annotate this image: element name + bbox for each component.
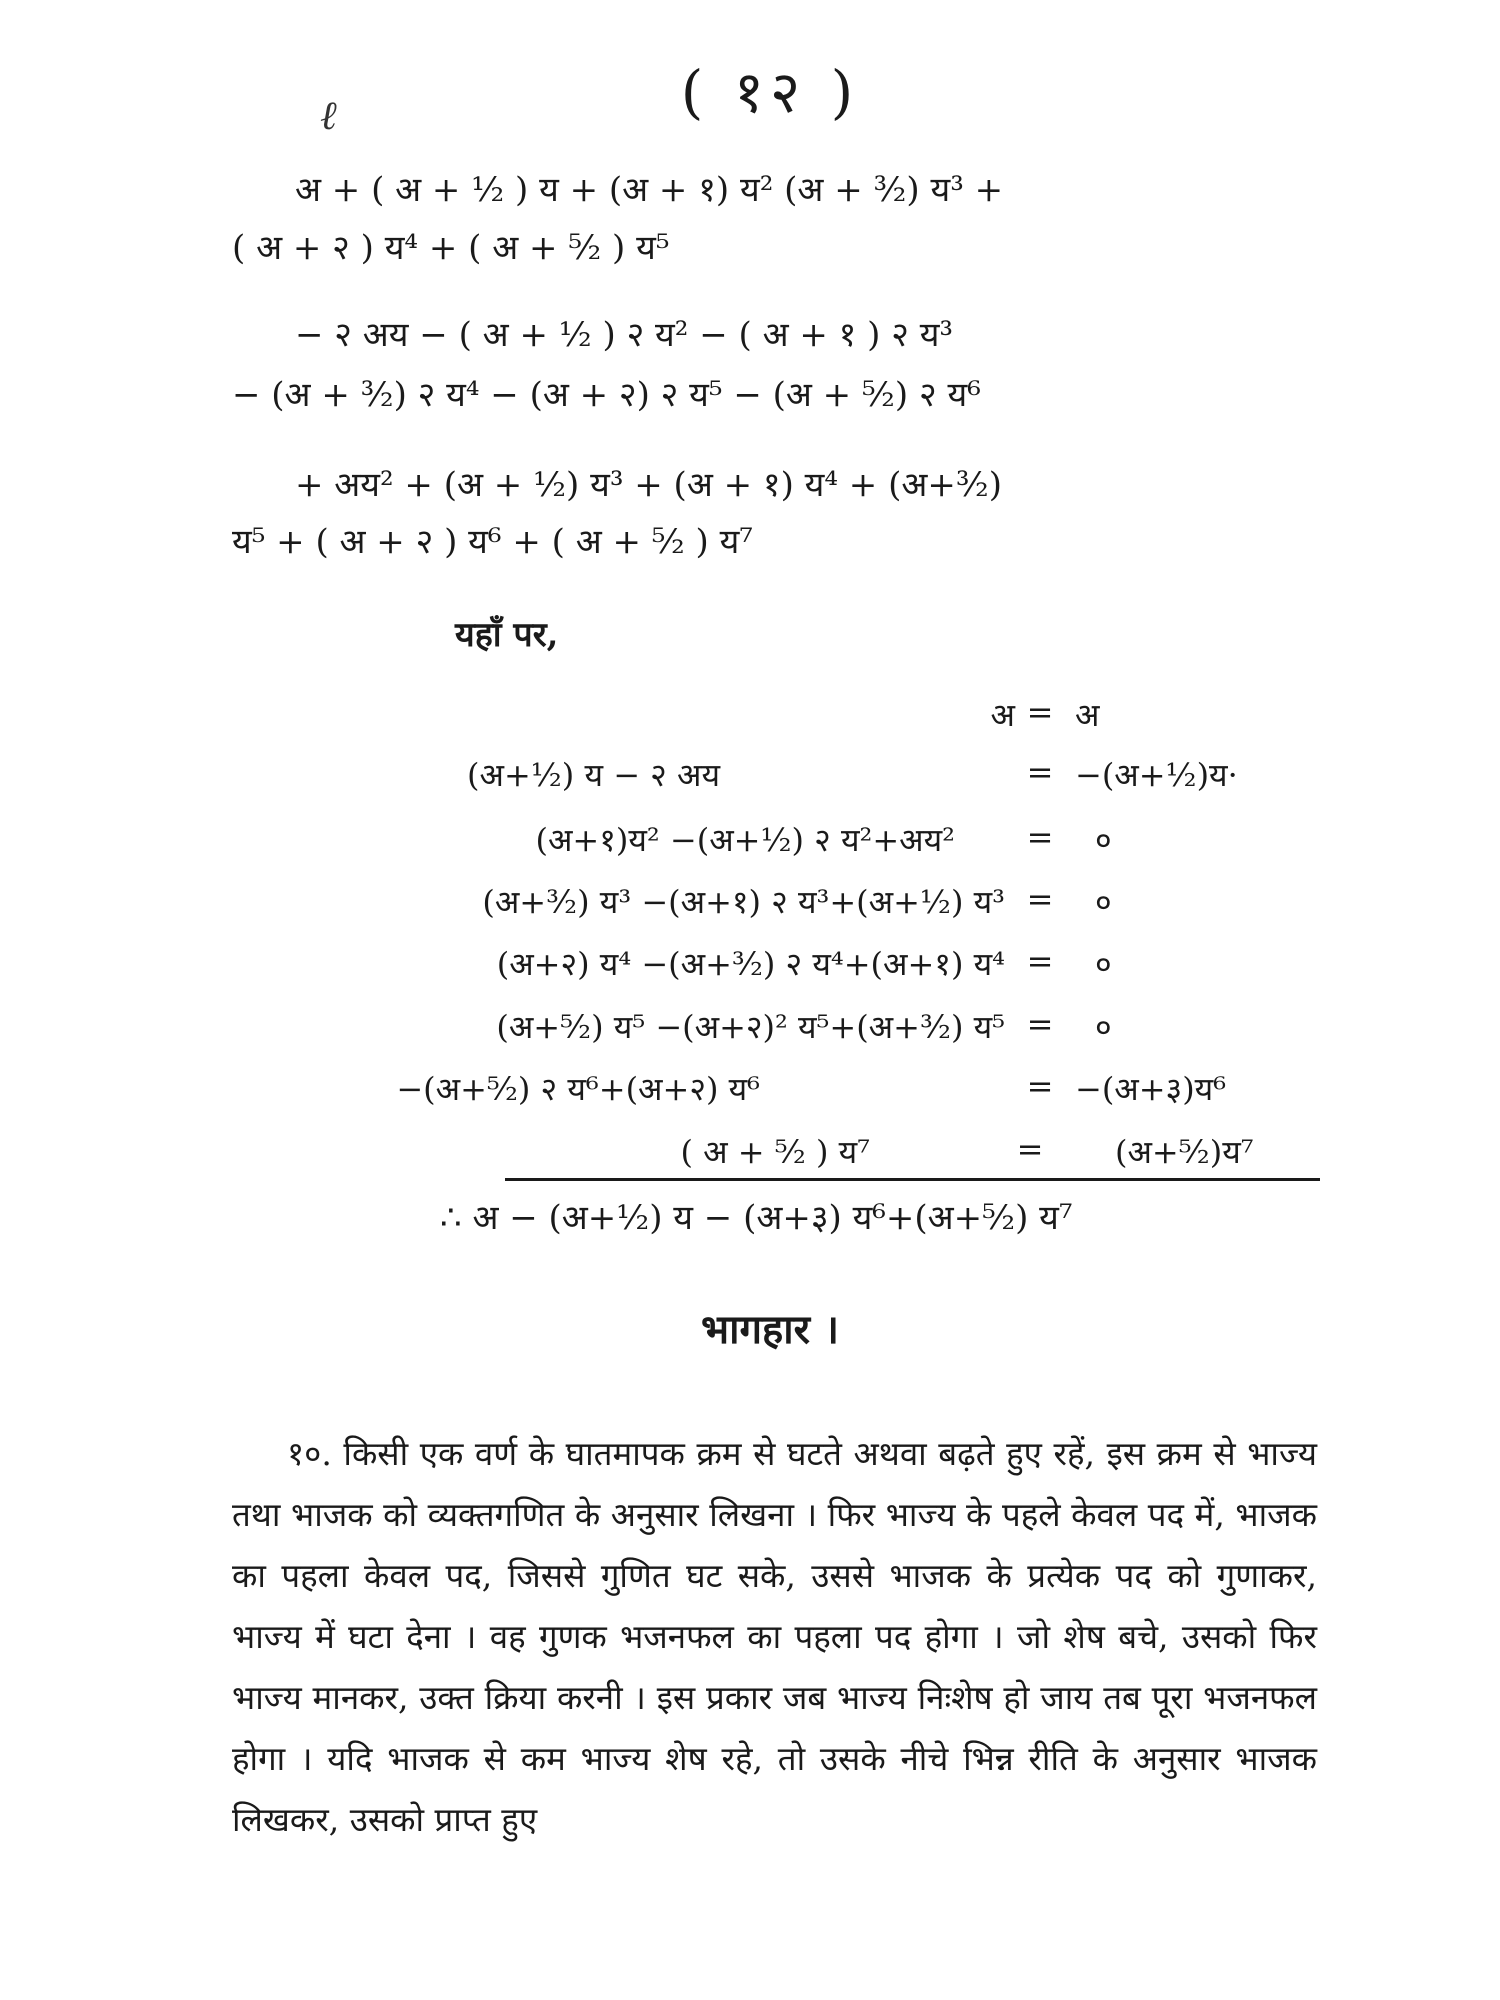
equation-left: (अ+½) य − २ अय bbox=[467, 756, 720, 794]
expansion-line: + अय² + (अ + ½) य³ + (अ + १) य⁴ + (अ+³⁄₂) bbox=[295, 465, 1003, 505]
equation-left: अ bbox=[990, 696, 1015, 734]
expansion-line: य⁵ + ( अ + २ ) य⁶ + ( अ + ⁵⁄₂ ) य⁷ bbox=[232, 522, 753, 562]
equation-sign: = bbox=[1026, 880, 1054, 918]
equation-right: ० bbox=[1095, 821, 1112, 859]
equation-right: ० bbox=[1095, 945, 1112, 983]
expansion-line: − (अ + ³⁄₂) २ य⁴ − (अ + २) २ य⁵ − (अ + ⁵⁄₂) २ य⁶ bbox=[232, 375, 981, 415]
here-label: यहाँ पर, bbox=[455, 615, 559, 655]
equation-right: ० bbox=[1095, 1008, 1112, 1046]
summation-rule bbox=[505, 1178, 1320, 1181]
equation-left: (अ+⁵⁄₂) य⁵ −(अ+२)² य⁵+(अ+³⁄₂) य⁵ bbox=[496, 1008, 1005, 1046]
equation-sign: = bbox=[1026, 818, 1054, 856]
equation-left: (अ+१)य² −(अ+½) २ य²+अय² bbox=[535, 821, 955, 859]
page-number: ( १२ ) bbox=[680, 58, 860, 126]
equation-sign: = bbox=[1026, 1067, 1054, 1105]
equation-right: (अ+⁵⁄₂)य⁷ bbox=[1115, 1133, 1254, 1171]
expansion-line: − २ अय − ( अ + ½ ) २ य² − ( अ + १ ) २ य³ bbox=[295, 315, 954, 355]
equation-left: (अ+³⁄₂) य³ −(अ+१) २ य³+(अ+½) य³ bbox=[482, 883, 1005, 921]
equation-left: −(अ+⁵⁄₂) २ य⁶+(अ+२) य⁶ bbox=[396, 1070, 760, 1108]
expansion-line: ( अ + २ ) य⁴ + ( अ + ⁵⁄₂ ) य⁵ bbox=[232, 228, 670, 268]
section-heading: भागहार । bbox=[700, 1306, 840, 1353]
equation-right: −(अ+३)य⁶ bbox=[1075, 1070, 1227, 1108]
equation-right: अ bbox=[1075, 696, 1100, 734]
equation-left: ( अ + ⁵⁄₂ ) य⁷ bbox=[680, 1133, 870, 1171]
expansion-line: अ + ( अ + ½ ) य + (अ + १) य² (अ + ³⁄₂) य³ + bbox=[295, 170, 1004, 210]
equation-right: ० bbox=[1095, 883, 1112, 921]
equation-right: −(अ+½)य· bbox=[1075, 756, 1238, 794]
equation-sign: = bbox=[1026, 1005, 1054, 1043]
body-paragraph: १०. किसी एक वर्ण के घातमापक क्रम से घटते अथवा बढ़ते हुए रहें, इस क्रम से भाज्य तथा भाजक को व्यक्तगणित के अनुसार लिखना । फिर भाज्य के पहले केवल पद में, भाजक का पहला केवल पद, जिससे गुणित घट सके, उससे भाजक के प्रत्येक पद को गुणाकर, भाज्य में घटा देना । वह गुणक भजनफल का पहला पद होगा । जो शेष बचे, उसको फिर भाज्य मानकर, उक्त क्रिया करनी । इस प्रकार जब भाज्य निःशेष हो जाय तब पूरा भजनफल होगा । यदि भाजक से कम भाज्य शेष रहे, तो उसके नीचे भिन्न रीति के अनुसार भाजक लिखकर, उसको प्राप्त हुए bbox=[232, 1434, 1317, 1839]
result-line: ∴ अ − (अ+½) य − (अ+३) य⁶+(अ+⁵⁄₂) य⁷ bbox=[440, 1198, 1073, 1238]
equation-sign: = bbox=[1026, 753, 1054, 791]
equation-sign: = bbox=[1016, 1130, 1044, 1168]
equation-left: (अ+२) य⁴ −(अ+³⁄₂) २ य⁴+(अ+१) य⁴ bbox=[496, 945, 1005, 983]
handwritten-margin-mark: ℓ bbox=[320, 93, 337, 139]
equation-sign: = bbox=[1026, 942, 1054, 980]
equation-sign: = bbox=[1026, 693, 1054, 731]
